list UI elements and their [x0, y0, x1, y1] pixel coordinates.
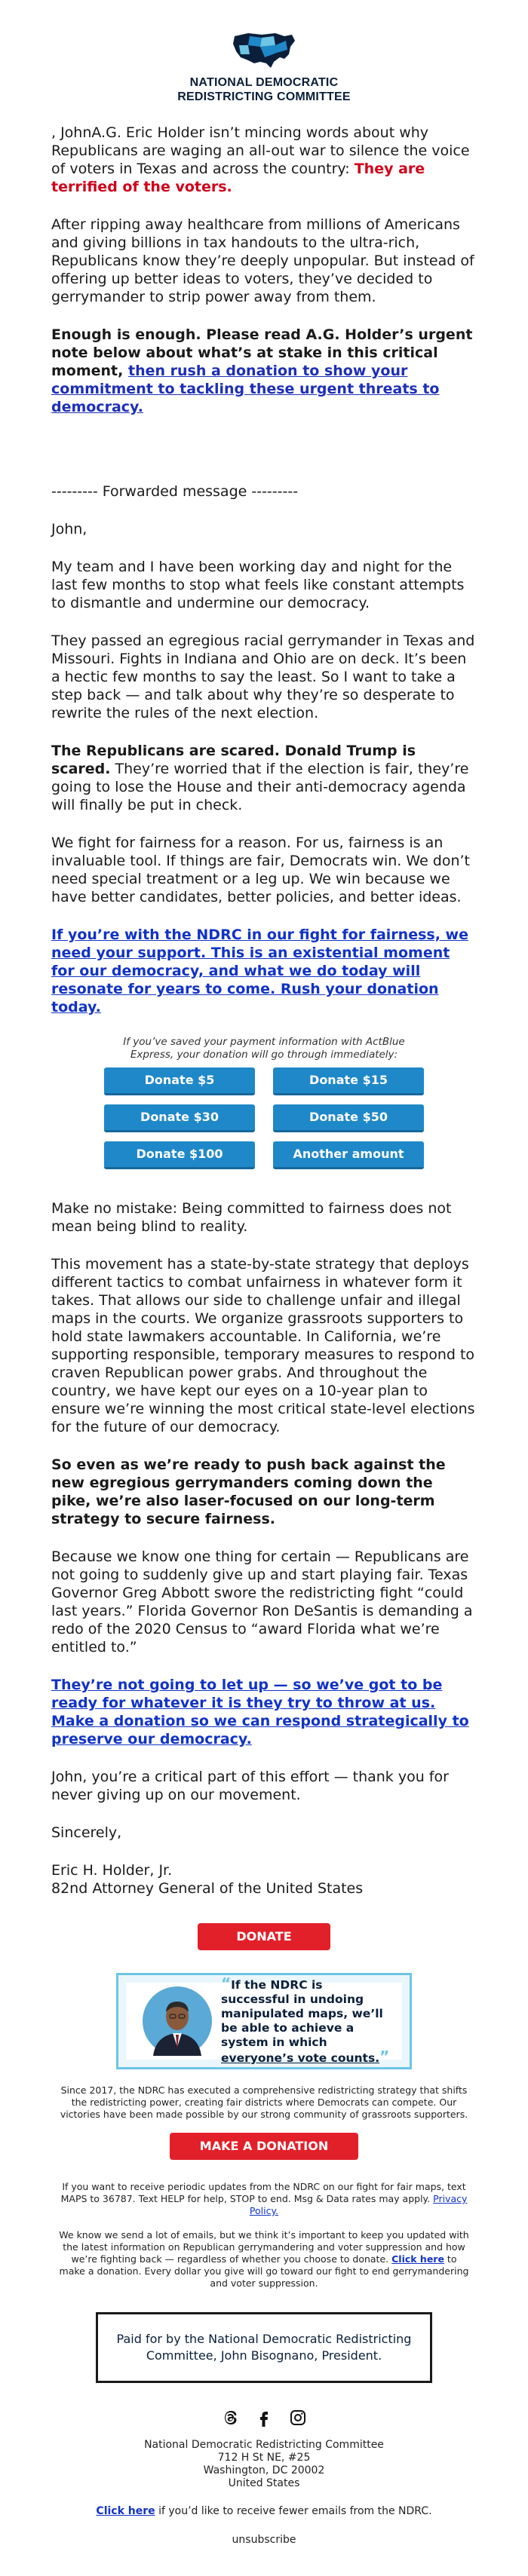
support-donate-link[interactable]: If you’re with the NDRC in our fight for fairness, we need your support. This is an existential moment for our democracy, and what we do today will resonate for years to come. Rush your donation today. [51, 927, 468, 1015]
privacy-policy-link[interactable]: Privacy Policy. [249, 2193, 468, 2216]
email-frequency-text [0, 2229, 528, 2290]
logo-text-line-1: NATIONAL DEMOCRATIC [189, 76, 339, 89]
address-line-4: United States [228, 2477, 300, 2489]
letter-paragraph-2: They passed an egregious racial gerrymander in Texas and Missouri. Fights in Indiana and Ohio are on deck. It’s been a hectic few months to say the least. So I want to take a step back — and talk about why they’re so desperate to rewrite the rules of the next election. [51, 633, 475, 721]
signer-title: 82nd Attorney General of the United States [51, 1880, 364, 1897]
letter-paragraph-7: This movement has a state-by-state strategy that deploys different tactics to combat unfairness in whatever form it takes. That allows our side to challenge unfair and illegal maps in the courts. We organize grassroots supporters to hold state lawmakers accountable. In California, we’re supporting responsible, temporary measures to respond to craven Republican power grabs. And throughout the country, we have kept our eyes on a 10-year plan to ensure we’re winning the most critical state-level elections for the future of our democracy. [51, 1256, 475, 1435]
mailing-address [0, 2439, 528, 2490]
letter-paragraph-9: Because we know one thing for certain — Republicans are not going to suddenly give up and start playing fair. Texas Governor Greg Abbott swore the redistricting fight “could last years.” Florida Governor Ron DeSantis is demanding a redo of the 2020 Census to “award Florida what we’re entitled to.” [51, 1548, 473, 1656]
donate-50-button[interactable]: Donate $50 [273, 1104, 424, 1132]
letter-signoff: Sincerely, [51, 1824, 122, 1841]
eric-holder-portrait-icon [143, 1986, 212, 2056]
us-map-logo-icon [232, 29, 296, 71]
facebook-icon[interactable] [255, 2409, 273, 2430]
forwarded-message-divider: --------- Forwarded message --------- [51, 483, 299, 500]
donate-button-panel [51, 1036, 477, 1169]
donate-other-amount-button[interactable]: Another amount [273, 1141, 424, 1169]
email-text-1: We know we send a lot of emails, but we think it’s important to keep you updated with the latest information on Republican gerrymandering and voter suppression and how we’re fighting back — regardless of whether you choose to donate. [59, 2229, 469, 2265]
letter-bold-lead: The Republicans are scared. Donald Trump is scared. [51, 743, 416, 777]
fewer-emails-link[interactable]: Click here [96, 2505, 155, 2517]
social-links [0, 2409, 528, 2430]
intro-paragraph-2: After ripping away healthcare from millions of Americans and giving billions in tax handouts to the ultra-rich, Republicans know they’re deeply unpopular. But instead of offering up better ideas to voters, they’ve decided to gerrymander to strip power away from them. [51, 216, 474, 305]
click-here-donate-link[interactable]: Click here [391, 2253, 444, 2265]
quote-underline: everyone’s vote counts. [221, 2051, 380, 2065]
email-text-2: to make a donation. Every dollar you give will go toward our fight to end gerrymandering and voter suppression. [59, 2253, 469, 2289]
make-donation-button[interactable]: MAKE A DONATION [170, 2133, 358, 2160]
address-line-2: 712 H St NE, #25 [217, 2452, 311, 2464]
signer-name: Eric H. Holder, Jr. [51, 1862, 173, 1879]
intro-text: , JohnA.G. Eric Holder isn’t mincing words about why Republicans are waging an all-out war to silence the voice of voters in Texas and across the country: [51, 124, 470, 177]
letter-greeting: John, [51, 521, 87, 538]
address-line-3: Washington, DC 20002 [203, 2464, 325, 2476]
fewer-emails-text: if you’d like to receive fewer emails from the NDRC. [155, 2505, 432, 2517]
since-2017-text: Since 2017, the NDRC has executed a comprehensive redistricting strategy that shifts the redistricting power, creating fair districts where Democrats can compete. Our victories have been made possible by our strong community of grassroots supporters. [60, 2084, 468, 2120]
letter-paragraph-4: We fight for fairness for a reason. For us, fairness is an invaluable tool. If things are fair, Democrats win. We don’t need special treatment or a leg up. We win because we have better candidates, better policies, and better ideas. [51, 835, 471, 905]
donate-5-button[interactable]: Donate $5 [104, 1067, 255, 1095]
letter-paragraph-1: My team and I have been working day and night for the last few months to stop what feels like constant attempts to dismantle and undermine our democracy. [51, 559, 465, 611]
intro-paragraph-3 [51, 326, 477, 416]
intro-donate-link[interactable]: then rush a donation to show your commitment to tackling these urgent threats to democracy. [51, 363, 440, 415]
logo-text-line-2: REDISTRICTING COMMITTEE [177, 90, 351, 103]
quote-open-mark: “ [221, 1974, 232, 1992]
quote-close-mark: ” [379, 2048, 390, 2066]
instagram-icon[interactable] [289, 2409, 307, 2430]
donate-30-button[interactable]: Donate $30 [104, 1104, 255, 1132]
fewer-emails-line [0, 2505, 528, 2517]
actblue-note: If you’ve saved your payment information with ActBlue Express, your donation will go through immediately: [123, 1036, 405, 1061]
header-logo [0, 0, 528, 104]
intro-red-emphasis: They are terrified of the voters. [51, 161, 425, 195]
letter-paragraph-3-rest: They’re worried that if the election is fair, they’re going to lose the House and their anti-democracy agenda will finally be put in check. [51, 761, 469, 813]
unsubscribe-link[interactable]: unsubscribe [232, 2534, 296, 2546]
letter-paragraph-5 [51, 926, 477, 1016]
paid-for-disclaimer: Paid for by the National Democratic Redistricting Committee, John Bisognano, President. [96, 2312, 432, 2383]
letter-paragraph-3 [51, 742, 477, 814]
letter-paragraph-6: Make no mistake: Being committed to fairness does not mean being blind to reality. [51, 1200, 452, 1235]
intro-bold-text: Enough is enough. Please read A.G. Holder’s urgent note below about what’s at stake in this critical moment, [51, 326, 473, 379]
threads-icon[interactable] [221, 2409, 239, 2430]
address-line-1: National Democratic Redistricting Committee [144, 2439, 384, 2451]
quote-text [212, 1974, 402, 2066]
sms-updates-text [0, 2181, 528, 2217]
letter-paragraph-10 [51, 1676, 477, 1748]
letter-signature [51, 1861, 477, 1898]
donate-cta-button[interactable]: DONATE [198, 1923, 330, 1950]
quote-body: If the NDRC is successful in undoing manipulated maps, we’ll be able to achieve a system in which [221, 1978, 383, 2049]
donate-amount-grid [104, 1067, 424, 1169]
letter-paragraph-8: So even as we’re ready to push back against the new egregious gerrymanders coming down the pike, we’re also laser-focused on our long-term strategy to secure fairness. [51, 1456, 446, 1527]
letter-paragraph-11: John, you’re a critical part of this effort — thank you for never giving up on our movement. [51, 1769, 449, 1803]
donate-100-button[interactable]: Donate $100 [104, 1141, 255, 1169]
intro-paragraph-1 [51, 124, 477, 196]
respond-donate-link[interactable]: They’re not going to let up — so we’ve got to be ready for whatever it is they try to throw at us. Make a donation so we can respond strategically to preserve our democracy. [51, 1677, 469, 1747]
donate-15-button[interactable]: Donate $15 [273, 1067, 424, 1095]
sms-text: If you want to receive periodic updates from the NDRC on our fight for fair maps, text MAPS to 36787. Text HELP for help, STOP to end. Msg & Data rates may apply. [60, 2181, 466, 2204]
holder-quote-card [116, 1973, 412, 2069]
